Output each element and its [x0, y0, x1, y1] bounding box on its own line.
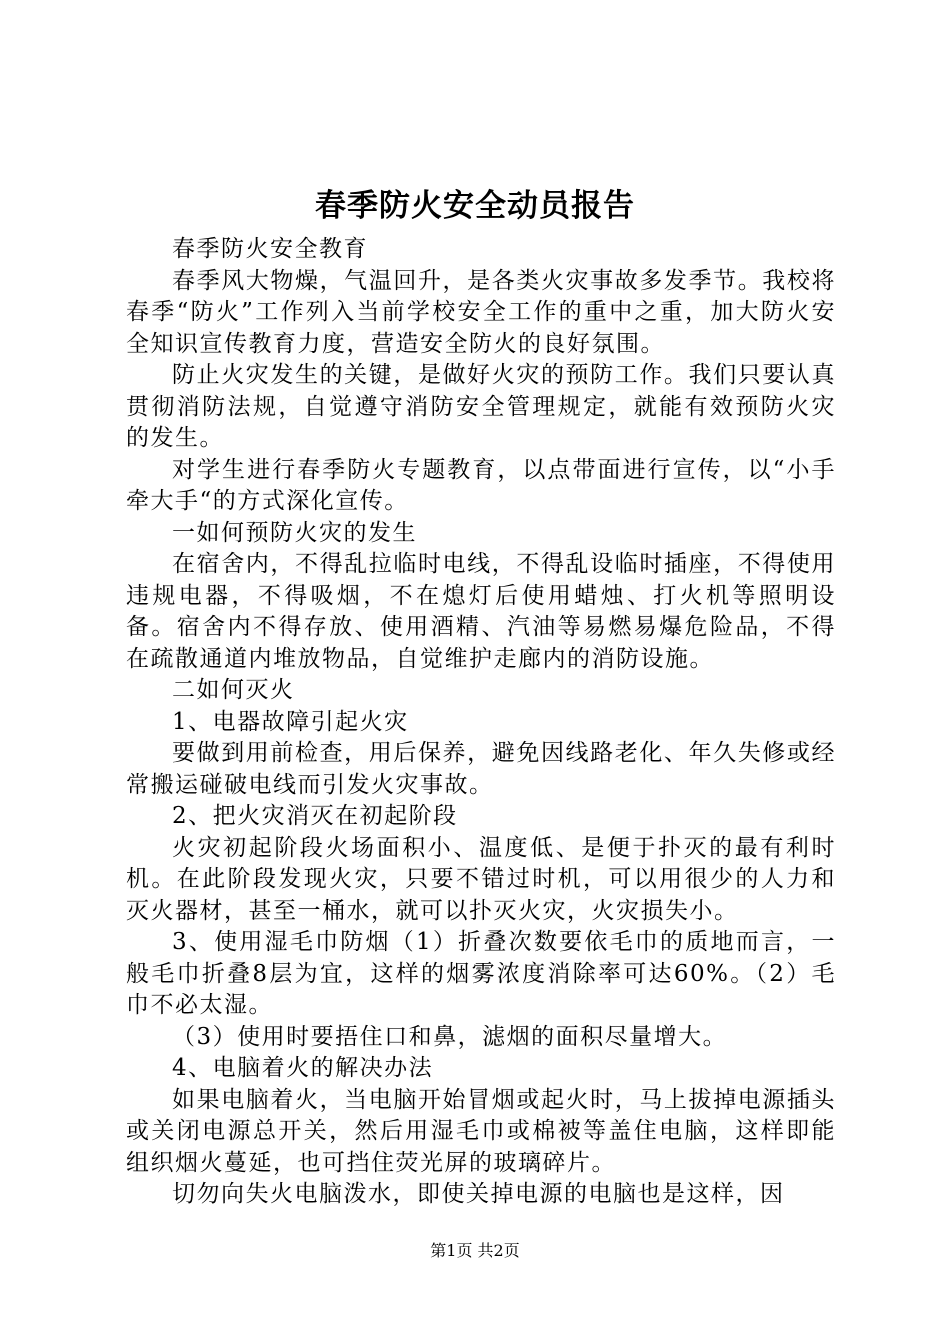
paragraph: （3）使用时要捂住口和鼻，滤烟的面积尽量增大。: [172, 1023, 728, 1050]
paragraph: 火灾初起阶段火场面积小、温度低、是便于扑灭的最有利时机。在此阶段发现火灾，只要不错过时机，可以用很少的人力和灭火器材，甚至一桶水，就可以扑灭火灾，火灾损失小。: [126, 834, 836, 924]
paragraph: 对学生进行春季防火专题教育，以点带面进行宣传，以“小手牵大手“的方式深化宣传。: [126, 456, 836, 514]
section-heading: 一如何预防火灾的发生: [172, 519, 417, 546]
document-body: [126, 234, 836, 1211]
page-number-footer: 第1页 共2页: [430, 1241, 520, 1260]
paragraph: 如果电脑着火，当电脑开始冒烟或起火时，马上拔掉电源插头或关闭电源总开关，然后用湿毛巾或棉被等盖住电脑，这样即能组织烟火蔓延，也可挡住荧光屏的玻璃碎片。: [126, 1086, 836, 1176]
paragraph: 防止火灾发生的关键，是做好火灾的预防工作。我们只要认真贯彻消防法规，自觉遵守消防安全管理规定，就能有效预防火灾的发生。: [126, 362, 836, 451]
section-heading: 二如何灭火: [172, 677, 295, 703]
subsection-heading: 1、电器故障引起火灾: [172, 708, 409, 735]
paragraph: 要做到用前检查，用后保养，避免因线路老化、年久失修或经常搬运碰破电线而引发火灾事故。: [126, 740, 836, 798]
subsection-heading: 4、电脑着火的解决办法: [172, 1055, 434, 1081]
document-title: 春季防火安全动员报告: [315, 188, 635, 224]
paragraph: 春季防火安全教育: [172, 236, 368, 262]
paragraph: 3、使用湿毛巾防烟（1）折叠次数要依毛巾的质地而言，一般毛巾折叠8层为宜，这样的烟雾浓度消除率可达60%。（2）毛巾不必太湿。: [126, 929, 836, 1018]
paragraph: 切勿向失火电脑泼水，即使关掉电源的电脑也是这样，因: [172, 1181, 785, 1207]
subsection-heading: 2、把火灾消灭在初起阶段: [172, 803, 458, 829]
paragraph: 春季风大物燥，气温回升，是各类火灾事故多发季节。我校将春季“防火”工作列入当前学校安全工作的重中之重，加大防火安全知识宣传教育力度，营造安全防火的良好氛围。: [126, 267, 836, 357]
paragraph: 在宿舍内，不得乱拉临时电线，不得乱设临时插座，不得使用违规电器，不得吸烟，不在熄灯后使用蜡烛、打火机等照明设备。宿舍内不得存放、使用酒精、汽油等易燃易爆危险品，不得在疏散通道内堆放物品，自觉维护走廊内的消防设施。: [126, 551, 836, 672]
